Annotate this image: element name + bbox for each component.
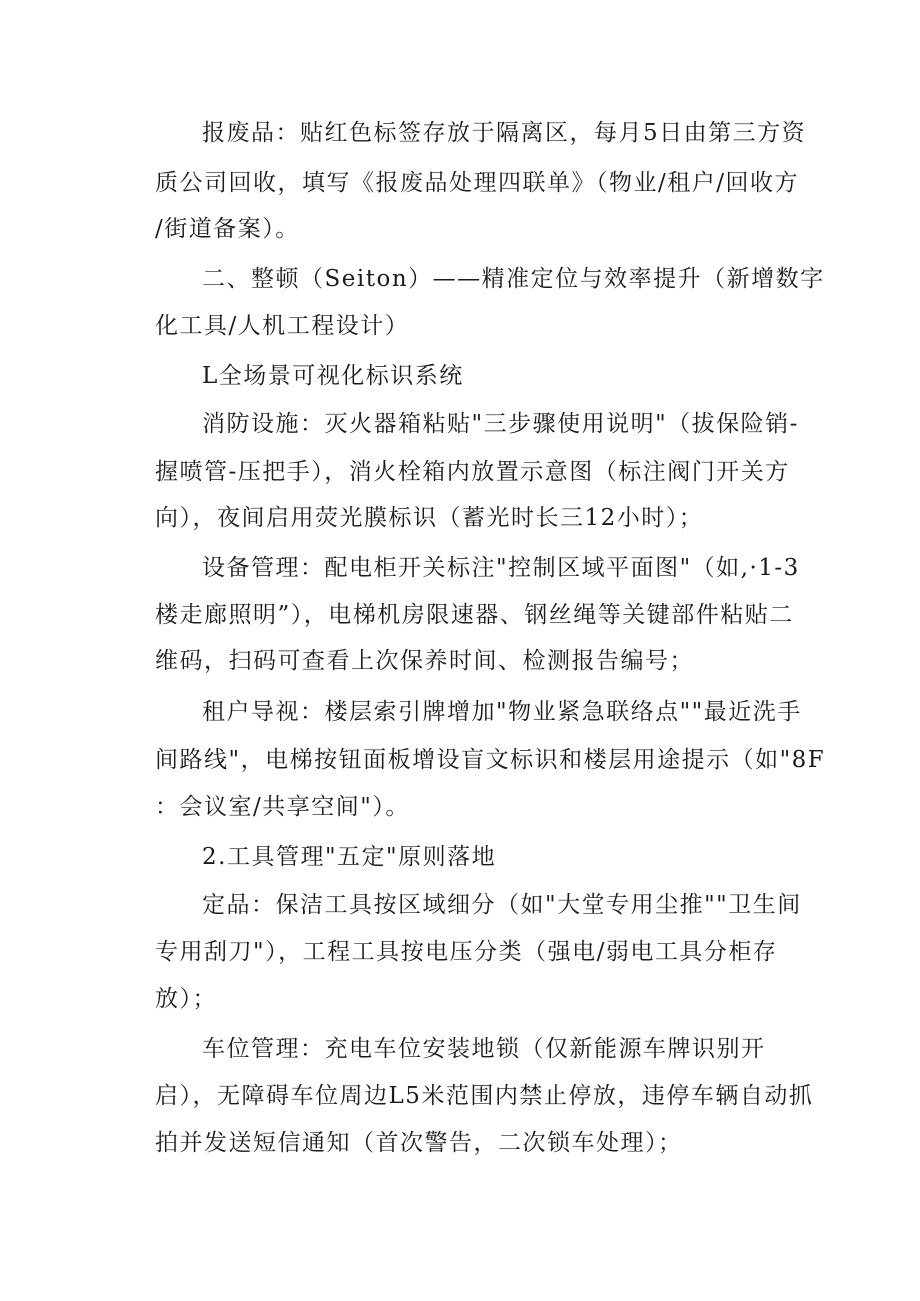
paragraph-equipment-line-2: 楼走廊照明”），电梯机房限速器、钢丝绳等关键部件粘贴二: [155, 602, 794, 628]
paragraph-parking-line-3: 拍并发送短信通知（首次警告，二次锁车处理）；: [155, 1130, 683, 1156]
paragraph-parking-line-1: 车位管理：充电车位安装地锁（仅新能源车牌识别开: [202, 1036, 766, 1062]
subheading-visual-signage: L全场景可视化标识系统: [202, 363, 464, 389]
paragraph-scrap-line-1: 报废品：贴红色标签存放于隔离区，每月5日由第三方资: [202, 120, 807, 146]
paragraph-fixed-items-line-2: 专用刮刀"），工程工具按电压分类（强电/弱电工具分柜存: [155, 939, 778, 965]
paragraph-fire-facilities-line-2: 握喷管-压把手），消火栓箱内放置示意图（标注阀门开关方: [155, 459, 790, 485]
paragraph-tenant-guide-line-2: 间路线"，电梯按钮面板增设盲文标识和楼层用途提示（如"8F: [155, 747, 826, 773]
paragraph-tenant-guide-line-1: 租户导视：楼层索引牌增加"物业紧急联络点""最近洗手: [202, 699, 802, 725]
subheading-tool-management: 2.工具管理"五定"原则落地: [202, 844, 497, 870]
paragraph-parking-line-2: 启），无障碍车位周边L5米范围内禁止停放，违停车辆自动抓: [155, 1083, 814, 1109]
paragraph-scrap-line-3: /街道备案）。: [155, 216, 300, 242]
paragraph-fire-facilities-line-3: 向），夜间启用荧光膜标识（蓄光时长三12小时）；: [155, 505, 704, 531]
paragraph-tenant-guide-line-3: ：会议室/共享空间"）。: [155, 794, 410, 820]
paragraph-scrap-line-2: 质公司回收，填写《报废品处理四联单》（物业/租户/回收方: [155, 170, 799, 196]
paragraph-fixed-items-line-1: 定品：保洁工具按区域细分（如"大堂专用尘推""卫生间: [202, 892, 802, 918]
paragraph-equipment-line-3: 维码，扫码可查看上次保养时间、检测报告编号；: [155, 648, 694, 674]
section-heading-seiton-line-2: 化工具/人机工程设计）: [155, 313, 410, 339]
paragraph-equipment-line-1: 设备管理：配电柜开关标注"控制区域平面图"（如,·1-3: [202, 555, 800, 581]
paragraph-fire-facilities-line-1: 消防设施：灭火器箱粘贴"三步骤使用说明"（拔保险销-: [202, 411, 799, 437]
section-heading-seiton-line-1: 二、整顿（Seiton）——精准定位与效率提升（新增数字: [202, 266, 825, 292]
paragraph-fixed-items-line-3: 放）；: [155, 986, 217, 1012]
